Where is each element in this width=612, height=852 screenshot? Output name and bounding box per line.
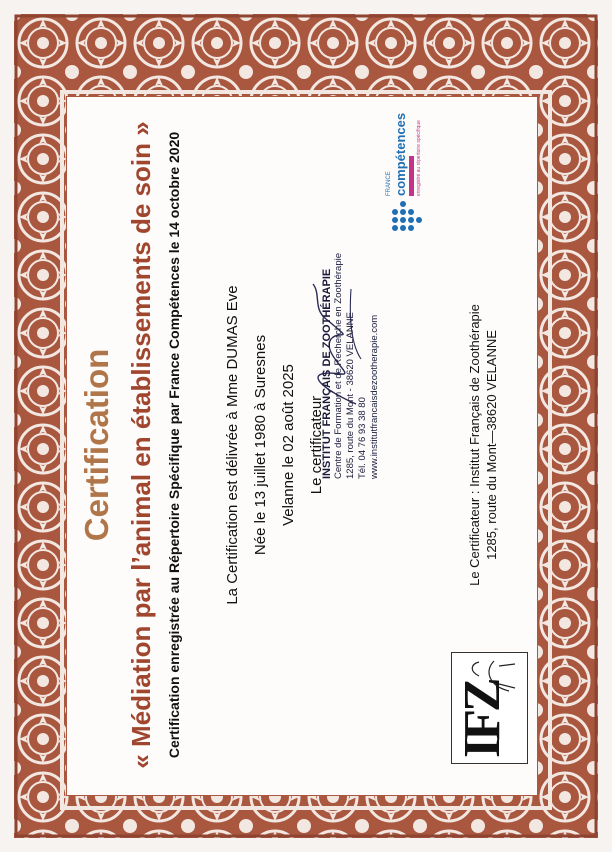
- certificate-subtitle: « Médiation par l’animal en établissements de soin »: [126, 121, 156, 769]
- birth-info: Née le 13 juillet 1980 à Suresnes: [252, 334, 269, 556]
- registration-note: Certification enregistrée au Répertoire Spécifique par France Compétences le 14 octobre 2020: [166, 131, 182, 759]
- stamp-line: www.institutfrancaisdezootherapie.com: [369, 314, 380, 479]
- dog-sketch-icon: [459, 656, 519, 696]
- fc-competences-label: compétences: [393, 112, 408, 196]
- ifz-logo: [451, 654, 526, 764]
- stamp-line: Tél. 04 76 93 38 80: [357, 397, 368, 479]
- certifier-line: 1285, route du Mont—38620 VELANNE: [484, 330, 499, 560]
- fc-tagline: enregistré au répertoire spécifique: [416, 120, 422, 196]
- rotated-certificate-content: [66, 96, 536, 794]
- stamp-line: Centre de Formation et de Recherche en Zoothérapie: [333, 252, 344, 479]
- place-date: Velanne le 02 août 2025: [280, 364, 297, 526]
- certificate-title: Certification: [78, 348, 115, 542]
- dots-icon: [389, 200, 423, 234]
- certifier-label: Le certificateur: [308, 395, 325, 495]
- ifz-letters: IFZ: [454, 680, 511, 758]
- france-competences-logo: [386, 112, 426, 234]
- institute-stamp: [321, 219, 381, 479]
- fc-bar: [409, 156, 414, 196]
- delivered-to: [224, 96, 241, 794]
- certifier-line: Le Certificateur : Institut Français de Zoothérapie: [467, 304, 482, 586]
- delivered-to-text: La Certification est délivrée à Mme DUMAS Eve: [224, 285, 241, 605]
- stamp-name: INSTITUT FRANÇAIS DE ZOOTHÉRAPIE: [321, 268, 333, 479]
- fc-france-label: FRANCE: [386, 171, 392, 196]
- stamp-line: 1285, route du Mont - 38620 VELANNE: [345, 312, 356, 479]
